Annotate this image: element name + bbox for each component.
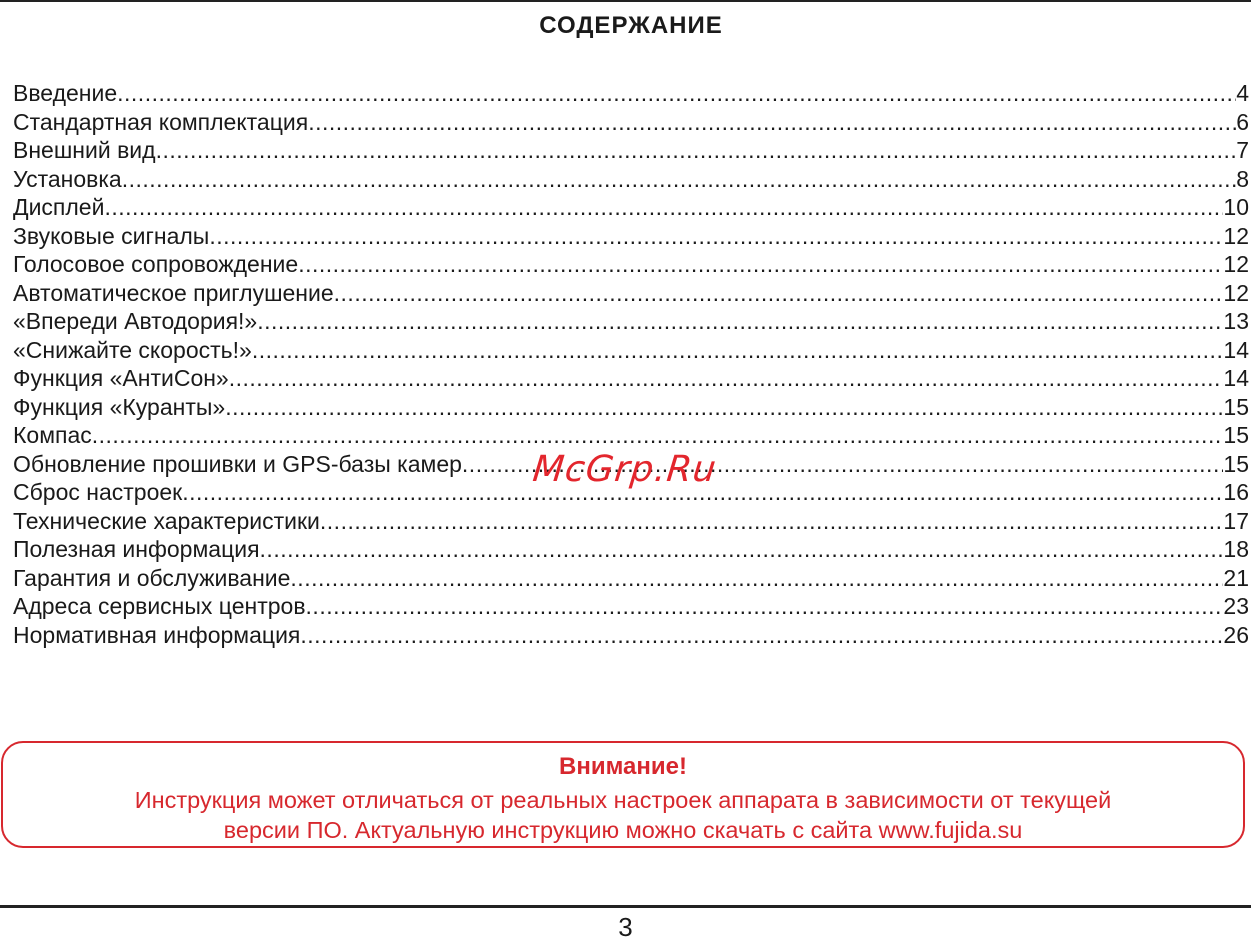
notice-line-2: версии ПО. Актуальную инструкцию можно скачать с сайта www.fujida.su (223, 817, 1023, 843)
toc-leader-dots (257, 307, 1223, 336)
toc-leader-dots (117, 79, 1236, 108)
toc-entry-title: «Впереди Автодория!» (13, 308, 258, 334)
notice-heading: Внимание! (559, 753, 687, 780)
toc-leader-dots (320, 507, 1224, 536)
notice-line-1: Инструкция может отличаться от реальных настроек аппарата в зависимости от текущей (134, 787, 1112, 813)
toc-entry-page: 21 (1223, 564, 1249, 591)
toc-leader-dots (300, 621, 1223, 650)
toc-entry-title: Автоматическое приглушение (13, 279, 334, 306)
toc-entry-page: 12 (1223, 251, 1249, 277)
toc-entry-useful-info[interactable] (13, 535, 1249, 564)
toc-leader-dots (260, 535, 1224, 564)
toc-entry-page: 12 (1223, 222, 1249, 249)
warning-notice-box (1, 741, 1245, 848)
toc-entry-title: Дисплей (13, 194, 105, 220)
toc-entry-regulatory[interactable] (13, 621, 1249, 650)
toc-entry-title: Установка (13, 165, 122, 192)
toc-entry-title: Сброс настроек (13, 479, 183, 505)
toc-entry-page: 23 (1223, 593, 1249, 619)
page-title: СОДЕРЖАНИЕ (539, 12, 723, 39)
toc-entry-title: Введение (13, 80, 118, 106)
toc-entry-display[interactable] (13, 193, 1249, 222)
toc-entry-page: 13 (1223, 308, 1249, 334)
toc-entry-title: Гарантия и обслуживание (13, 564, 291, 591)
toc-leader-dots (156, 136, 1237, 165)
toc-entry-service-centers[interactable] (13, 592, 1249, 621)
toc-entry-title: Функция «АнтиСон» (13, 365, 229, 391)
toc-entry-slow-down[interactable] (13, 336, 1249, 365)
toc-entry-title: Обновление прошивки и GPS-базы камер (13, 450, 462, 477)
toc-entry-page: 16 (1223, 479, 1249, 505)
toc-entry-page: 17 (1223, 507, 1249, 534)
toc-entry-page: 18 (1223, 536, 1249, 562)
toc-entry-auto-mute[interactable] (13, 279, 1249, 308)
toc-entry-antison[interactable] (13, 364, 1249, 393)
toc-entry-page: 14 (1223, 336, 1249, 363)
page-number: 3 (618, 912, 633, 942)
toc-leader-dots (306, 592, 1224, 621)
toc-entry-title: Звуковые сигналы (13, 222, 210, 249)
toc-leader-dots (298, 250, 1223, 279)
toc-leader-dots (92, 421, 1224, 450)
toc-entry-title: «Снижайте скорость!» (13, 336, 252, 363)
top-rule (0, 0, 1251, 2)
toc-entry-title: Технические характеристики (13, 507, 320, 534)
toc-entry-appearance[interactable] (13, 136, 1249, 165)
toc-entry-specifications[interactable] (13, 507, 1249, 536)
toc-entry-title: Полезная информация (13, 536, 260, 562)
toc-leader-dots (334, 279, 1224, 308)
toc-entry-title: Адреса сервисных центров (13, 593, 306, 619)
toc-leader-dots (122, 165, 1236, 194)
toc-leader-dots (290, 564, 1223, 593)
toc-entry-title: Внешний вид (13, 137, 156, 163)
toc-entry-page: 7 (1236, 137, 1249, 163)
toc-entry-installation[interactable] (13, 165, 1249, 194)
toc-entry-warranty[interactable] (13, 564, 1249, 593)
toc-leader-dots (229, 364, 1224, 393)
watermark: McGrp.Ru (530, 449, 719, 490)
toc-entry-title: Компас (13, 422, 92, 448)
table-of-contents (13, 79, 1249, 649)
toc-entry-page: 15 (1223, 422, 1249, 448)
toc-entry-title: Стандартная комплектация (13, 108, 309, 135)
toc-leader-dots (225, 393, 1223, 422)
toc-entry-compass[interactable] (13, 421, 1249, 450)
toc-leader-dots (104, 193, 1223, 222)
notice-text (3, 785, 1243, 845)
toc-entry-avtodoria[interactable] (13, 307, 1249, 336)
toc-entry-title: Нормативная информация (13, 621, 301, 648)
toc-entry-page: 6 (1236, 108, 1249, 135)
toc-entry-page: 12 (1223, 279, 1249, 306)
toc-entry-kuranty[interactable] (13, 393, 1249, 422)
toc-entry-sound-signals[interactable] (13, 222, 1249, 251)
bottom-rule (0, 905, 1251, 908)
toc-entry-page: 14 (1223, 365, 1249, 391)
toc-entry-page: 10 (1223, 194, 1249, 220)
toc-leader-dots (252, 336, 1224, 365)
toc-entry-page: 15 (1223, 450, 1249, 477)
toc-leader-dots (209, 222, 1223, 251)
toc-entry-page: 26 (1223, 621, 1249, 648)
toc-entry-title: Функция «Куранты» (13, 393, 226, 420)
toc-entry-intro[interactable] (13, 79, 1249, 108)
toc-entry-voice-guidance[interactable] (13, 250, 1249, 279)
toc-entry-page: 15 (1223, 393, 1249, 420)
toc-leader-dots (308, 108, 1236, 137)
toc-entry-package[interactable] (13, 108, 1249, 137)
toc-entry-page: 8 (1236, 165, 1249, 192)
toc-entry-title: Голосовое сопровождение (13, 251, 299, 277)
toc-entry-page: 4 (1236, 80, 1249, 106)
